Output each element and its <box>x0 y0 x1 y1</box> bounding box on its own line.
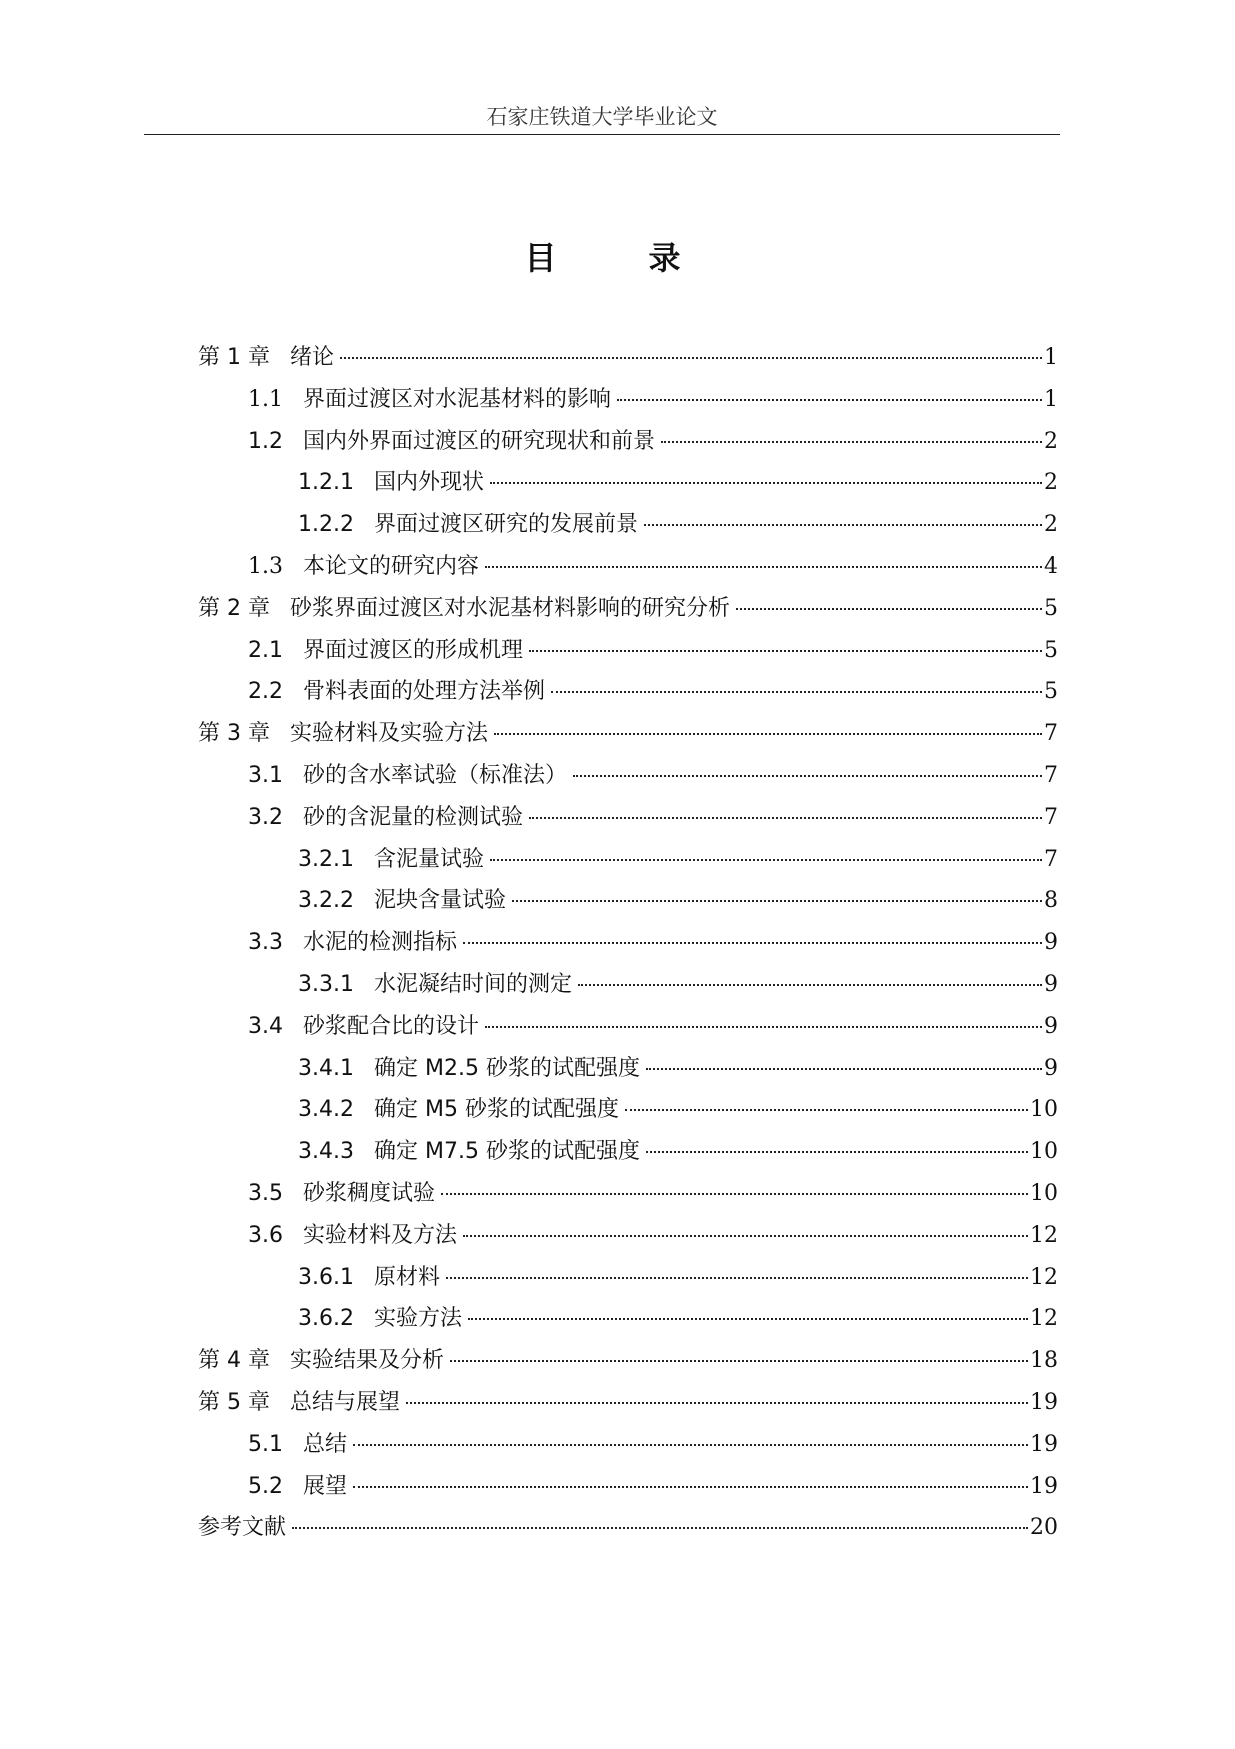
toc-entry-page-number: 5 <box>1044 679 1058 705</box>
toc-entry-label: 泥块含量试验 <box>373 888 506 914</box>
toc-entry-page-number: 1 <box>1044 386 1058 412</box>
toc-entry-page-number: 12 <box>1030 1264 1058 1290</box>
toc-entry-page-number: 7 <box>1044 721 1058 747</box>
toc-entry-page-number: 2 <box>1044 470 1058 496</box>
toc-entry[interactable] <box>198 340 1058 382</box>
toc-entry-label: 原材料 <box>373 1264 440 1290</box>
toc-entry[interactable] <box>198 1051 1058 1093</box>
dot-leader <box>468 1318 1028 1320</box>
toc-entry-label: 界面过渡区研究的发展前景 <box>373 512 638 538</box>
dot-leader <box>450 1360 1028 1362</box>
toc-entry[interactable] <box>198 1176 1058 1218</box>
toc-entry-number: 3.2 <box>248 804 283 830</box>
dot-leader <box>529 650 1042 652</box>
dot-leader <box>446 1277 1028 1279</box>
dot-leader <box>617 399 1042 401</box>
toc-entry[interactable] <box>198 1260 1058 1302</box>
toc-entry-label: 砂浆稠度试验 <box>303 1180 436 1206</box>
toc-entry-label: 展望 <box>303 1473 348 1499</box>
toc-entry-label: 总结与展望 <box>289 1389 400 1415</box>
toc-entry-number: 2.1 <box>248 637 283 663</box>
toc-entry-number: 1.2 <box>248 428 283 454</box>
toc-entry-number: 3.5 <box>248 1180 283 1206</box>
toc-entry-number: 3.6.2 <box>298 1306 354 1332</box>
toc-entry-page-number: 18 <box>1030 1348 1058 1374</box>
toc-entry-page-number: 4 <box>1044 553 1058 579</box>
toc-entry-number: 5.1 <box>248 1431 283 1457</box>
toc-entry-label: 砂的含泥量的检测试验 <box>303 804 524 830</box>
toc-entry-label: 界面过渡区的形成机理 <box>303 637 524 663</box>
toc-entry-label: 国内外现状 <box>373 470 484 496</box>
toc-entry-page-number: 5 <box>1044 595 1058 621</box>
dot-leader <box>644 524 1042 526</box>
toc-entry[interactable] <box>198 382 1058 424</box>
toc-entry-page-number: 10 <box>1030 1139 1058 1165</box>
toc-entry[interactable] <box>198 800 1058 842</box>
toc-entry[interactable] <box>198 1009 1058 1051</box>
dot-leader <box>512 900 1042 902</box>
toc-entry-page-number: 5 <box>1044 637 1058 663</box>
dot-leader <box>661 441 1042 443</box>
toc-entry-label: 实验方法 <box>373 1306 462 1332</box>
toc-entry-label: 实验结果及分析 <box>289 1348 444 1374</box>
dot-leader <box>485 566 1042 568</box>
toc-entry-number: 3.4.2 <box>298 1097 354 1123</box>
toc-entry-page-number: 2 <box>1044 512 1058 538</box>
toc-entry-number: 2.2 <box>248 679 283 705</box>
toc-entry-page-number: 12 <box>1030 1306 1058 1332</box>
toc-entry-number: 3.3 <box>248 930 283 956</box>
dot-leader <box>494 733 1042 735</box>
toc-entry[interactable] <box>198 674 1058 716</box>
toc-entry[interactable] <box>198 1343 1058 1385</box>
toc-entry[interactable] <box>198 1469 1058 1511</box>
toc-entry-number: 3.1 <box>248 762 283 788</box>
toc-entry-label: 骨料表面的处理方法举例 <box>303 679 546 705</box>
toc-entry[interactable] <box>198 716 1058 758</box>
dot-leader <box>573 775 1042 777</box>
dot-leader <box>578 984 1042 986</box>
toc-entry-label: 水泥凝结时间的测定 <box>373 971 572 997</box>
toc-entry-number: 3.2.2 <box>298 888 354 914</box>
toc-entry[interactable] <box>198 1510 1058 1552</box>
toc-entry-label: 总结 <box>303 1431 348 1457</box>
table-of-contents <box>198 340 1058 1552</box>
toc-entry-page-number: 9 <box>1044 1013 1058 1039</box>
toc-entry-number: 3.3.1 <box>298 971 354 997</box>
dot-leader <box>406 1402 1028 1404</box>
toc-entry-number: 1.1 <box>248 386 283 412</box>
dot-leader <box>551 691 1042 693</box>
toc-entry-label: 确定 M7.5 砂浆的试配强度 <box>373 1139 640 1165</box>
toc-entry-number: 3.6 <box>248 1222 283 1248</box>
toc-entry-page-number: 2 <box>1044 428 1058 454</box>
toc-entry-page-number: 19 <box>1030 1431 1058 1457</box>
toc-entry-number: 3.4 <box>248 1013 283 1039</box>
toc-entry-page-number: 20 <box>1030 1515 1058 1541</box>
toc-entry-label: 本论文的研究内容 <box>303 553 480 579</box>
toc-entry-page-number: 7 <box>1044 762 1058 788</box>
toc-entry-number: 3.6.1 <box>298 1264 354 1290</box>
toc-entry-page-number: 1 <box>1044 345 1058 370</box>
toc-entry-label: 砂的含水率试验（标准法） <box>303 762 568 788</box>
dot-leader <box>463 942 1042 944</box>
toc-entry-label: 实验材料及方法 <box>303 1222 458 1248</box>
toc-entry-page-number: 9 <box>1044 930 1058 956</box>
toc-entry-label: 确定 M5 砂浆的试配强度 <box>373 1097 619 1123</box>
toc-entry-page-number: 10 <box>1030 1180 1058 1206</box>
dot-leader <box>646 1068 1042 1070</box>
toc-entry[interactable] <box>198 1134 1058 1176</box>
toc-entry-label: 砂浆配合比的设计 <box>303 1013 480 1039</box>
toc-entry-page-number: 9 <box>1044 1055 1058 1081</box>
toc-entry-number: 第 4 章 <box>198 1348 270 1374</box>
dot-leader <box>490 482 1042 484</box>
dot-leader <box>353 1444 1028 1446</box>
toc-entry-label: 参考文献 <box>198 1515 287 1541</box>
toc-entry[interactable] <box>198 549 1058 591</box>
toc-entry-number: 1.2.2 <box>298 512 354 538</box>
toc-entry-number: 1.3 <box>248 553 283 579</box>
toc-entry[interactable] <box>198 883 1058 925</box>
toc-entry[interactable] <box>198 507 1058 549</box>
toc-entry[interactable] <box>198 1218 1058 1260</box>
toc-entry-label: 实验材料及实验方法 <box>289 721 488 747</box>
toc-entry-page-number: 19 <box>1030 1473 1058 1499</box>
toc-entry-number: 第 2 章 <box>198 595 270 621</box>
toc-title: 目 录 <box>524 239 711 277</box>
dot-leader <box>646 1151 1028 1153</box>
dot-leader <box>529 817 1042 819</box>
toc-entry-page-number: 12 <box>1030 1222 1058 1248</box>
dot-leader <box>485 1026 1042 1028</box>
toc-entry[interactable] <box>198 633 1058 675</box>
toc-entry-label: 水泥的检测指标 <box>303 930 458 956</box>
toc-entry[interactable] <box>198 758 1058 800</box>
toc-entry-number: 第 3 章 <box>198 721 270 747</box>
header-text: 石家庄铁道大学毕业论文 <box>486 105 718 129</box>
dot-leader <box>353 1486 1028 1488</box>
toc-entry[interactable] <box>198 1427 1058 1469</box>
dot-leader <box>463 1235 1028 1237</box>
dot-leader <box>490 859 1042 861</box>
toc-entry-label: 界面过渡区对水泥基材料的影响 <box>303 386 612 412</box>
page-header <box>144 100 1060 135</box>
toc-entry-page-number: 7 <box>1044 804 1058 830</box>
toc-entry-page-number: 8 <box>1044 888 1058 914</box>
toc-entry[interactable] <box>198 967 1058 1009</box>
toc-entry-number: 第 5 章 <box>198 1389 270 1415</box>
toc-entry-label: 绪论 <box>289 345 334 370</box>
toc-entry-number: 3.4.3 <box>298 1139 354 1165</box>
toc-entry[interactable] <box>198 925 1058 967</box>
toc-entry-number: 5.2 <box>248 1473 283 1499</box>
dot-leader <box>441 1193 1028 1195</box>
toc-entry-label: 含泥量试验 <box>373 846 484 872</box>
toc-entry[interactable] <box>198 1301 1058 1343</box>
toc-entry-number: 3.4.1 <box>298 1055 354 1081</box>
toc-entry[interactable] <box>198 465 1058 507</box>
toc-entry-page-number: 7 <box>1044 846 1058 872</box>
toc-entry-page-number: 10 <box>1030 1097 1058 1123</box>
toc-entry[interactable] <box>198 424 1058 466</box>
dot-leader <box>340 357 1042 359</box>
toc-entry-number: 1.2.1 <box>298 470 354 496</box>
dot-leader <box>292 1527 1028 1529</box>
toc-entry-page-number: 9 <box>1044 971 1058 997</box>
toc-entry-number: 3.2.1 <box>298 846 354 872</box>
toc-entry[interactable] <box>198 1092 1058 1134</box>
dot-leader <box>625 1109 1028 1111</box>
toc-entry-number: 第 1 章 <box>198 345 270 370</box>
toc-entry[interactable] <box>198 591 1058 633</box>
toc-entry-label: 砂浆界面过渡区对水泥基材料影响的研究分析 <box>289 595 730 621</box>
dot-leader <box>736 608 1042 610</box>
toc-entry-label: 确定 M2.5 砂浆的试配强度 <box>373 1055 640 1081</box>
toc-entry-label: 国内外界面过渡区的研究现状和前景 <box>303 428 656 454</box>
toc-entry-page-number: 19 <box>1030 1389 1058 1415</box>
toc-entry[interactable] <box>198 1385 1058 1427</box>
toc-entry[interactable] <box>198 842 1058 884</box>
